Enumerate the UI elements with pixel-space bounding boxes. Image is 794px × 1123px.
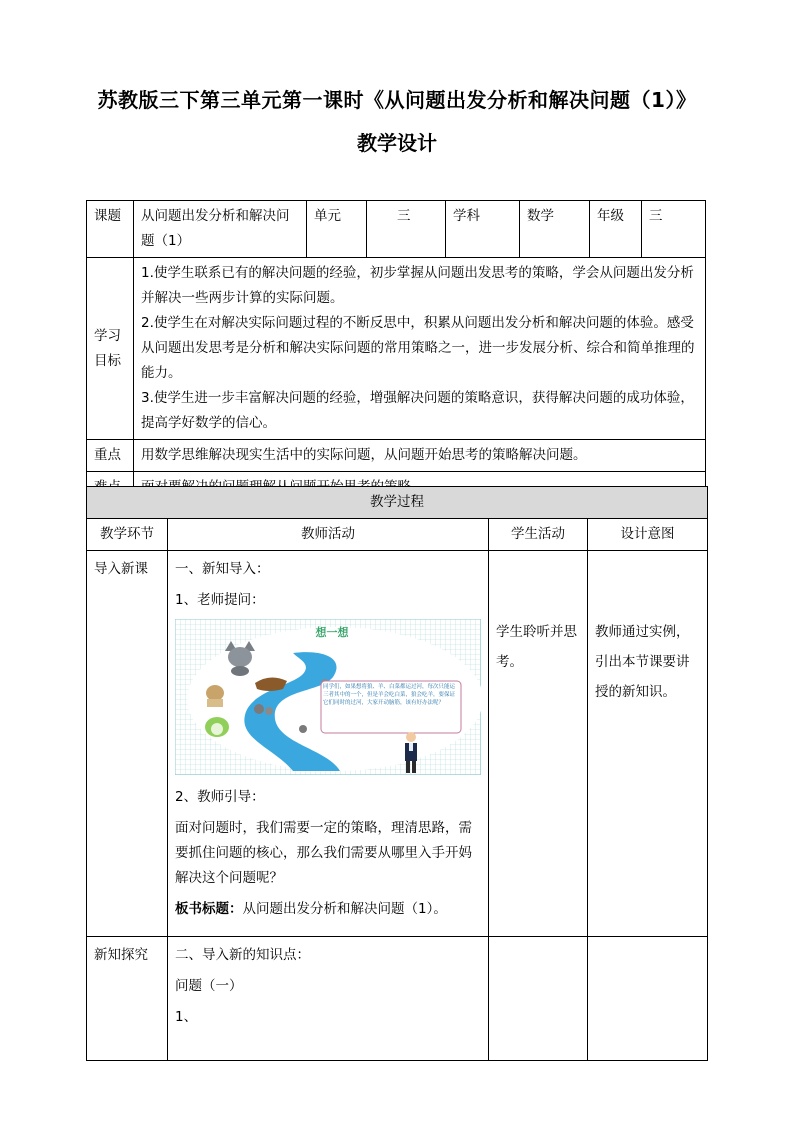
student-activity-intro: 学生聆听并思考。 xyxy=(489,551,588,937)
document-title-line2: 教学设计 xyxy=(357,131,437,155)
design-intent-explore xyxy=(588,937,708,1061)
info-table xyxy=(86,200,706,504)
goal-item: 1.使学生联系已有的解决问题的经验，初步掌握从问题出发思考的策略，学会从问题出发分析并解决一些两步计算的实际问题。 xyxy=(141,265,694,306)
teacher-line: 1、 xyxy=(175,1009,198,1025)
document-title-line1: 苏教版三下第三单元第一课时《从问题出发分析和解决问题（1）》 xyxy=(97,88,697,112)
board-title-line xyxy=(175,897,481,922)
design-intent-intro: 教师通过实例，引出本节课要讲授的新知识。 xyxy=(588,551,708,937)
course-value: 从问题出发分析和解决问题（1） xyxy=(134,201,307,258)
teacher-activity-explore xyxy=(168,937,489,1061)
goals-list xyxy=(134,258,706,440)
col-header-stage: 教学环节 xyxy=(87,519,168,551)
student-activity-explore xyxy=(489,937,588,1061)
course-label: 课题 xyxy=(87,201,134,258)
grade-label: 年级 xyxy=(590,201,642,258)
goals-label: 学习目标 xyxy=(87,258,134,440)
teacher-line: 面对问题时，我们需要一定的策略，理清思路，需要抓住问题的核心，那么我们需要从哪里入手开妈解决这个问题呢？ xyxy=(175,820,472,886)
illustration-title: 想一想 xyxy=(315,626,349,639)
goat-icon xyxy=(206,685,224,707)
process-table xyxy=(86,486,708,1061)
teacher-line: 2、教师引导： xyxy=(175,789,265,805)
cabbage-icon xyxy=(205,717,229,737)
teacher-line: 二、导入新的知识点： xyxy=(175,947,310,963)
stage-explore: 新知探究 xyxy=(87,937,168,1061)
think-illustration xyxy=(175,619,481,775)
teacher-activity-intro xyxy=(168,551,489,937)
process-header: 教学过程 xyxy=(87,487,708,519)
col-header-intent: 设计意图 xyxy=(588,519,708,551)
teacher-line: 一、新知导入： xyxy=(175,561,270,577)
stage-intro: 导入新课 xyxy=(87,551,168,937)
subject-label: 学科 xyxy=(446,201,520,258)
teacher-line: 1、老师提问： xyxy=(175,592,265,608)
unit-label: 单元 xyxy=(307,201,367,258)
key-label: 重点 xyxy=(87,440,134,472)
col-header-teacher: 教师活动 xyxy=(168,519,489,551)
illustration-speech: 同学们，如果想将狼、羊、白菜都运过河，每次只能运三者其中的一个，但是羊会吃白菜，狼会吃羊，要保证它们同时的过河，大家开动脑筋，该有好办法呢？ xyxy=(323,684,456,706)
goal-item: 2.使学生在对解决实际问题过程的不断反思中，积累从问题出发分析和解决问题的体验。感受从问题出发思考是分析和解决实际问题的常用策略之一，进一步发展分析、综合和简单推理的能力。 xyxy=(141,315,695,381)
unit-value: 三 xyxy=(367,201,446,258)
goal-item: 3.使学生进一步丰富解决问题的经验，增强解决问题的策略意识，获得解决问题的成功体验，提高学好数学的信心。 xyxy=(141,390,694,431)
board-title-value: 从问题出发分析和解决问题（1）。 xyxy=(242,901,447,917)
subject-value: 数学 xyxy=(520,201,590,258)
board-title-label: 板书标题： xyxy=(175,901,243,917)
col-header-student: 学生活动 xyxy=(489,519,588,551)
teacher-line: 问题（一） xyxy=(175,978,243,994)
key-value: 用数学思维解决现实生活中的实际问题，从问题开始思考的策略解决问题。 xyxy=(134,440,706,472)
grade-value: 三 xyxy=(642,201,706,258)
